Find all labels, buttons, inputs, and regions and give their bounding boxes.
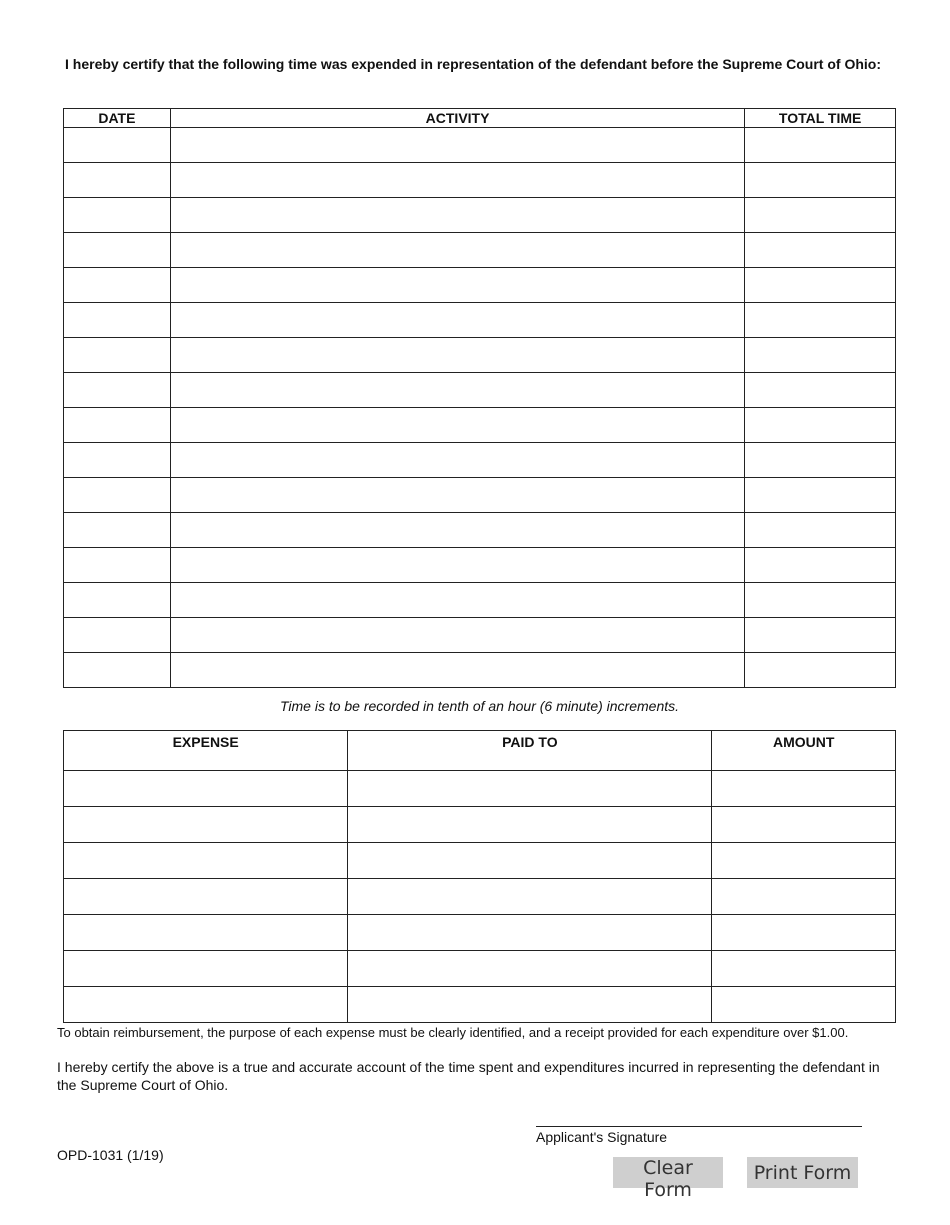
form-id: OPD-1031 (1/19) xyxy=(57,1147,164,1163)
clear-form-button[interactable]: Clear Form xyxy=(613,1157,723,1188)
date-cell xyxy=(64,513,171,548)
paid-to-cell xyxy=(348,915,712,951)
amount-cell xyxy=(712,843,896,879)
activity-cell xyxy=(170,408,745,443)
activity-column-header: ACTIVITY xyxy=(170,109,745,128)
date-cell xyxy=(64,338,171,373)
certification-statement: I hereby certify the above is a true and accurate account of the time spent and expenditures incurred in representing the defendant in the Supreme Court of Ohio. xyxy=(57,1059,880,1093)
activity-input[interactable] xyxy=(171,128,745,162)
total-time-input[interactable] xyxy=(745,653,895,687)
total-time-input[interactable] xyxy=(745,408,895,442)
expense-column-header: EXPENSE xyxy=(64,731,348,771)
activity-input[interactable] xyxy=(171,163,745,197)
activity-input[interactable] xyxy=(171,198,745,232)
activity-input[interactable] xyxy=(171,478,745,512)
total-time-input[interactable] xyxy=(745,478,895,512)
date-cell xyxy=(64,198,171,233)
total-time-input[interactable] xyxy=(745,268,895,302)
total-time-input[interactable] xyxy=(745,513,895,547)
date-input[interactable] xyxy=(64,128,170,162)
date-cell xyxy=(64,478,171,513)
activity-input[interactable] xyxy=(171,443,745,477)
time-log-row xyxy=(64,618,896,653)
time-table-header xyxy=(64,109,896,128)
time-increment-note: Time is to be recorded in tenth of an hour (6 minute) increments. xyxy=(279,698,680,714)
date-cell xyxy=(64,443,171,478)
expense-input[interactable] xyxy=(64,879,347,914)
paid-to-input[interactable] xyxy=(348,879,711,914)
date-input[interactable] xyxy=(64,443,170,477)
paid-to-cell xyxy=(348,879,712,915)
certification-intro: I hereby certify that the following time was expended in representation of the defendant before the Supreme Court of Ohio: xyxy=(65,56,881,72)
total-time-cell xyxy=(745,198,896,233)
expense-input[interactable] xyxy=(64,915,347,950)
amount-input[interactable] xyxy=(712,843,895,878)
total-time-cell xyxy=(745,303,896,338)
time-log-row xyxy=(64,583,896,618)
activity-cell xyxy=(170,338,745,373)
time-log-row xyxy=(64,233,896,268)
amount-cell xyxy=(712,951,896,987)
expense-row xyxy=(64,951,896,987)
activity-cell xyxy=(170,513,745,548)
time-log-row xyxy=(64,548,896,583)
paid-to-input[interactable] xyxy=(348,771,711,806)
paid-to-column-header: PAID TO xyxy=(348,731,712,771)
date-cell xyxy=(64,303,171,338)
total-time-input[interactable] xyxy=(745,373,895,407)
total-time-cell xyxy=(745,268,896,303)
date-input[interactable] xyxy=(64,583,170,617)
expense-row xyxy=(64,879,896,915)
total-time-column-header: TOTAL TIME xyxy=(745,109,896,128)
time-log-row xyxy=(64,128,896,163)
activity-cell xyxy=(170,198,745,233)
expense-cell xyxy=(64,879,348,915)
activity-cell xyxy=(170,478,745,513)
time-log-row xyxy=(64,303,896,338)
activity-input[interactable] xyxy=(171,618,745,652)
expense-row xyxy=(64,843,896,879)
activity-cell xyxy=(170,618,745,653)
total-time-input[interactable] xyxy=(745,198,895,232)
total-time-cell xyxy=(745,618,896,653)
amount-column-header: AMOUNT xyxy=(712,731,896,771)
total-time-cell xyxy=(745,478,896,513)
date-input[interactable] xyxy=(64,233,170,267)
amount-cell xyxy=(712,771,896,807)
expense-row xyxy=(64,807,896,843)
activity-cell xyxy=(170,268,745,303)
signature-line[interactable] xyxy=(536,1126,862,1127)
activity-cell xyxy=(170,373,745,408)
paid-to-cell xyxy=(348,951,712,987)
time-log-row xyxy=(64,513,896,548)
amount-input[interactable] xyxy=(712,987,895,1022)
date-input[interactable] xyxy=(64,513,170,547)
activity-cell xyxy=(170,163,745,198)
total-time-cell xyxy=(745,513,896,548)
activity-cell xyxy=(170,653,745,688)
paid-to-cell xyxy=(348,843,712,879)
date-cell xyxy=(64,548,171,583)
date-input[interactable] xyxy=(64,478,170,512)
expense-input[interactable] xyxy=(64,843,347,878)
total-time-cell xyxy=(745,128,896,163)
paid-to-cell xyxy=(348,807,712,843)
activity-input[interactable] xyxy=(171,513,745,547)
date-input[interactable] xyxy=(64,338,170,372)
date-cell xyxy=(64,408,171,443)
total-time-cell xyxy=(745,583,896,618)
signature-label: Applicant's Signature xyxy=(536,1129,668,1145)
reimbursement-note: To obtain reimbursement, the purpose of each expense must be clearly identified, and a receipt provided for each expenditure over $1.00. xyxy=(57,1025,849,1040)
date-input[interactable] xyxy=(64,408,170,442)
date-input[interactable] xyxy=(64,198,170,232)
total-time-input[interactable] xyxy=(745,233,895,267)
date-cell xyxy=(64,583,171,618)
date-cell xyxy=(64,618,171,653)
amount-input[interactable] xyxy=(712,771,895,806)
activity-cell xyxy=(170,548,745,583)
total-time-cell xyxy=(745,233,896,268)
date-input[interactable] xyxy=(64,548,170,582)
expense-cell xyxy=(64,915,348,951)
activity-cell xyxy=(170,303,745,338)
amount-cell xyxy=(712,915,896,951)
paid-to-input[interactable] xyxy=(348,987,711,1022)
expense-row xyxy=(64,987,896,1023)
activity-input[interactable] xyxy=(171,653,745,687)
date-cell xyxy=(64,653,171,688)
activity-input[interactable] xyxy=(171,548,745,582)
activity-input[interactable] xyxy=(171,233,745,267)
time-log-row xyxy=(64,268,896,303)
expense-table-header xyxy=(64,731,896,771)
paid-to-input[interactable] xyxy=(348,951,711,986)
amount-input[interactable] xyxy=(712,807,895,842)
total-time-cell xyxy=(745,443,896,478)
amount-cell xyxy=(712,879,896,915)
total-time-cell xyxy=(745,653,896,688)
date-input[interactable] xyxy=(64,618,170,652)
expense-input[interactable] xyxy=(64,807,347,842)
total-time-cell xyxy=(745,338,896,373)
time-log-row xyxy=(64,163,896,198)
time-log-table xyxy=(63,108,896,688)
total-time-input[interactable] xyxy=(745,618,895,652)
activity-input[interactable] xyxy=(171,373,745,407)
activity-cell xyxy=(170,443,745,478)
date-cell xyxy=(64,373,171,408)
paid-to-input[interactable] xyxy=(348,807,711,842)
time-log-row xyxy=(64,653,896,688)
total-time-input[interactable] xyxy=(745,163,895,197)
time-log-row xyxy=(64,373,896,408)
amount-input[interactable] xyxy=(712,915,895,950)
activity-cell xyxy=(170,233,745,268)
activity-input[interactable] xyxy=(171,338,745,372)
paid-to-input[interactable] xyxy=(348,843,711,878)
expense-row xyxy=(64,915,896,951)
date-input[interactable] xyxy=(64,373,170,407)
paid-to-input[interactable] xyxy=(348,915,711,950)
date-column-header: DATE xyxy=(64,109,171,128)
total-time-input[interactable] xyxy=(745,338,895,372)
activity-input[interactable] xyxy=(171,268,745,302)
date-input[interactable] xyxy=(64,268,170,302)
total-time-cell xyxy=(745,163,896,198)
date-cell xyxy=(64,233,171,268)
total-time-input[interactable] xyxy=(745,583,895,617)
paid-to-cell xyxy=(348,987,712,1023)
total-time-input[interactable] xyxy=(745,548,895,582)
amount-cell xyxy=(712,987,896,1023)
total-time-input[interactable] xyxy=(745,303,895,337)
date-input[interactable] xyxy=(64,163,170,197)
activity-cell xyxy=(170,583,745,618)
activity-input[interactable] xyxy=(171,583,745,617)
amount-input[interactable] xyxy=(712,951,895,986)
amount-cell xyxy=(712,807,896,843)
total-time-cell xyxy=(745,373,896,408)
time-log-row xyxy=(64,478,896,513)
date-input[interactable] xyxy=(64,303,170,337)
date-cell xyxy=(64,128,171,163)
expense-input[interactable] xyxy=(64,987,347,1022)
expense-cell xyxy=(64,807,348,843)
time-log-row xyxy=(64,443,896,478)
time-log-row xyxy=(64,198,896,233)
activity-input[interactable] xyxy=(171,303,745,337)
expense-cell xyxy=(64,843,348,879)
time-log-row xyxy=(64,408,896,443)
time-log-row xyxy=(64,338,896,373)
total-time-cell xyxy=(745,408,896,443)
activity-cell xyxy=(170,128,745,163)
expense-cell xyxy=(64,987,348,1023)
print-form-button[interactable]: Print Form xyxy=(747,1157,858,1188)
total-time-input[interactable] xyxy=(745,443,895,477)
date-cell xyxy=(64,268,171,303)
expense-input[interactable] xyxy=(64,951,347,986)
expense-row xyxy=(64,771,896,807)
date-input[interactable] xyxy=(64,653,170,687)
expense-cell xyxy=(64,771,348,807)
paid-to-cell xyxy=(348,771,712,807)
total-time-cell xyxy=(745,548,896,583)
date-cell xyxy=(64,163,171,198)
expense-cell xyxy=(64,951,348,987)
activity-input[interactable] xyxy=(171,408,745,442)
expense-table xyxy=(63,730,896,1023)
expense-input[interactable] xyxy=(64,771,347,806)
amount-input[interactable] xyxy=(712,879,895,914)
total-time-input[interactable] xyxy=(745,128,895,162)
